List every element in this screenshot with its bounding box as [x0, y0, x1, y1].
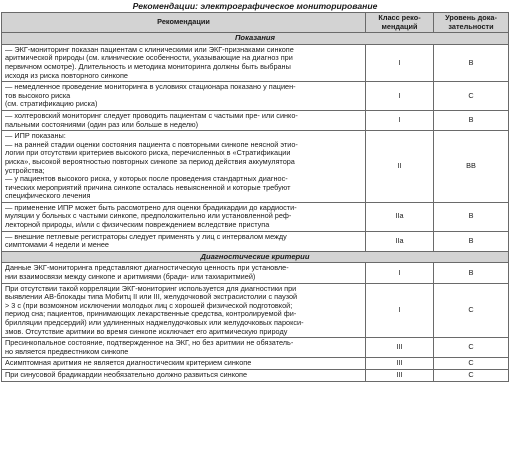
- table-row: [2, 202, 509, 231]
- recommendation-line: При синусовой брадикардии необязательно должно развиться синкопе: [5, 369, 248, 379]
- recommendation-line: устройства;: [5, 165, 45, 175]
- evidence-level: C: [434, 358, 509, 370]
- recommendation-line: но является предвестником синкопе: [5, 346, 129, 356]
- evidence-level: C: [434, 82, 509, 111]
- recommendation-line: Пресинкопальное состояние, подтвержденное на ЭКГ, но без аритмии не обязатель-: [5, 338, 294, 348]
- recommendation-line: первичном осмотре). Длительность и методика мониторинга должны быть выбраны: [5, 61, 291, 71]
- table-title: Рекомендации: электрографическое мониторирование: [132, 1, 378, 11]
- recommendation-line: — ЭКГ-мониторинг показан пациентам с клиническими или ЭКГ-признаками синкопе: [5, 44, 294, 54]
- recommendation-text: [2, 358, 366, 370]
- evidence-level: C: [434, 369, 509, 381]
- table-row: [2, 131, 509, 203]
- recommendation-line: исходя из риска повторного синкопе: [5, 70, 128, 80]
- recommendation-line: выявлении АВ-блокады типа Мобитц II или III, желудочковой экстрасистолии с паузой: [5, 292, 298, 302]
- recommendation-class: I: [366, 263, 434, 283]
- recommendation-class: III: [366, 338, 434, 358]
- recommendations-table: [1, 12, 509, 382]
- evidence-level: B: [434, 231, 509, 251]
- recommendation-line: — у пациентов высокого риска, у которых после проведения стандартных диагнос-: [5, 174, 288, 184]
- recommendation-class: I: [366, 82, 434, 111]
- recommendation-line: > 3 с (при возможном исключении молодых лиц с хорошей физической подготовкой;: [5, 300, 293, 310]
- recommendation-class: IIa: [366, 202, 434, 231]
- recommendation-class: I: [366, 110, 434, 130]
- header-recommendations: Рекомендации: [2, 13, 366, 33]
- evidence-level: B: [434, 110, 509, 130]
- recommendation-line: Данные ЭКГ-мониторинга представляют диагностическую ценность при установле-: [5, 263, 289, 273]
- recommendation-text: [2, 283, 366, 338]
- evidence-level: C: [434, 283, 509, 338]
- recommendation-line: лекторной природы, и/или с физическим повреждением вследствие приступа: [5, 220, 270, 230]
- recommendation-line: — немедленное проведение мониторинга в условиях стационара показано у пациен-: [5, 82, 296, 92]
- table-row: [2, 82, 509, 111]
- recommendation-text: [2, 202, 366, 231]
- table-row: [2, 358, 509, 370]
- recommendation-line: муляции у больных с частыми синкопе, предположительно или установленной реф-: [5, 211, 292, 221]
- table-row: [2, 110, 509, 130]
- recommendation-text: [2, 263, 366, 283]
- recommendation-class: III: [366, 369, 434, 381]
- table-row: [2, 44, 509, 81]
- evidence-level: B: [434, 263, 509, 283]
- recommendation-line: тических мероприятий причина синкопе осталась невыясненной и которые требуют: [5, 182, 291, 192]
- recommendation-text: [2, 369, 366, 381]
- recommendation-class: III: [366, 358, 434, 370]
- recommendation-class: II: [366, 131, 434, 203]
- section-title: Показания: [2, 33, 509, 45]
- recommendation-class: I: [366, 283, 434, 338]
- recommendation-line: — холтеровский мониторинг следует проводить пациентам с частыми пре- или синко-: [5, 110, 298, 120]
- recommendation-line: Асимптомная аритмия не является диагностическим критерием синкопе: [5, 358, 252, 368]
- recommendation-line: брилляции предсердий) или удлиненных наджелудочковых или желудочковых парокси-: [5, 318, 304, 327]
- recommendation-text: [2, 110, 366, 130]
- recommendation-line: специфического лечения: [5, 191, 91, 201]
- recommendation-line: — на ранней стадии оценки состояния пациента с повторными синкопе неясной этио-: [5, 139, 298, 149]
- recommendation-line: — ИПР показаны:: [5, 131, 66, 141]
- recommendation-text: [2, 82, 366, 111]
- recommendation-line: — применение ИПР может быть рассмотрено для оценки брадикардии до кардиости-: [5, 202, 297, 212]
- table-row: [2, 231, 509, 251]
- evidence-level: B: [434, 202, 509, 231]
- recommendation-text: [2, 131, 366, 203]
- recommendation-line: логии при отсутствии критериев высокого риска, перечисленных в «Стратификации: [5, 148, 291, 158]
- evidence-level: BB: [434, 131, 509, 203]
- recommendation-text: [2, 231, 366, 251]
- recommendation-line: пальными состояниями (один раз или больше в неделю): [5, 119, 199, 129]
- recommendation-line: нии взаимосвязи между синкопе и аритмиями (бради- или тахиаритмией): [5, 272, 256, 282]
- recommendation-line: змов. Отсутствие аритмии во время синкопе исключает его аритмическую природу: [5, 326, 288, 336]
- recommendation-line: (см. стратификацию риска): [5, 99, 98, 109]
- section-header-row: [2, 251, 509, 263]
- recommendation-line: тов высокого риска: [5, 90, 71, 100]
- header-level: Уровень дока- зательности: [434, 13, 509, 33]
- recommendation-class: I: [366, 44, 434, 81]
- header-class: Класс реко- мендаций: [366, 13, 434, 33]
- table-header-row: [2, 13, 509, 33]
- recommendation-text: [2, 44, 366, 81]
- recommendation-line: симптомами 4 недели и менее: [5, 240, 109, 250]
- recommendation-line: аритмической природы (см. клинические особенности, указывающие на диагноз при: [5, 53, 293, 63]
- section-header-row: [2, 33, 509, 45]
- table-row: [2, 338, 509, 358]
- recommendation-line: При отсутствии такой корреляции ЭКГ-мониторинг используется для диагностики при: [5, 283, 297, 293]
- evidence-level: B: [434, 44, 509, 81]
- recommendation-line: период сна; пациентов, принимающих лекарственные средства, контролируемой фи-: [5, 309, 297, 319]
- table-row: [2, 369, 509, 381]
- table-row: [2, 283, 509, 338]
- evidence-level: C: [434, 338, 509, 358]
- recommendation-text: [2, 338, 366, 358]
- recommendation-line: — внешние петлевые регистраторы следует применять у лиц с интервалом между: [5, 231, 287, 241]
- table-row: [2, 263, 509, 283]
- table-body: [2, 33, 509, 381]
- section-title: Диагностические критерии: [2, 251, 509, 263]
- recommendation-line: риска», высокой вероятностью повторных синкопе за период действия аккумулятора: [5, 156, 295, 166]
- recommendation-class: IIa: [366, 231, 434, 251]
